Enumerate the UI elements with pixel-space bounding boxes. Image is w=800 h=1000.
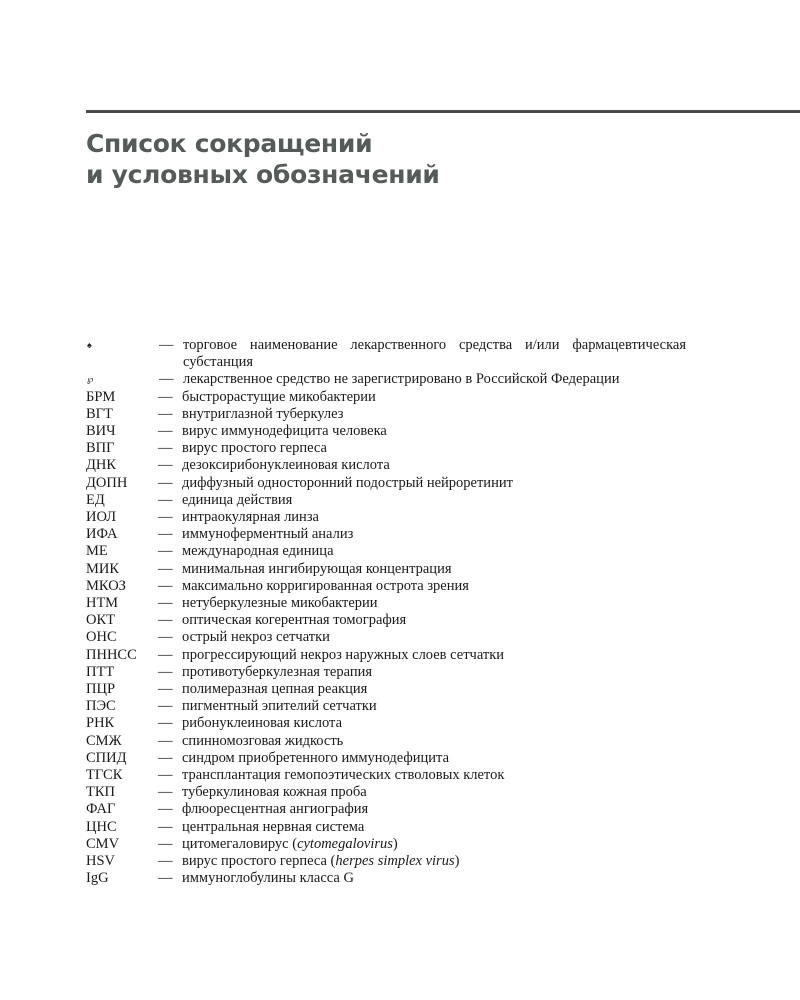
abbreviation-definition [182, 647, 686, 664]
abbreviation-row [86, 681, 686, 698]
abbreviation-definition-text: лекарственное средство не зарегистрировано в Российской Федерации [183, 371, 620, 388]
abbreviation-row [86, 492, 686, 509]
abbreviation-row [86, 870, 686, 887]
abbreviation-dash: — [158, 543, 173, 560]
abbreviation-definition [182, 423, 686, 440]
abbreviation-definition-text: иммуноглобулины класса G [182, 870, 354, 887]
abbreviation-row [86, 371, 686, 388]
abbreviation-dash: — [158, 629, 173, 646]
abbreviation-definition [182, 819, 686, 836]
abbreviation-row [86, 698, 686, 715]
abbreviation-definition [182, 440, 686, 457]
abbreviation-definition-text: вирус простого герпеса ( [182, 853, 336, 870]
abbreviation-definition-text: флюоресцентная ангиография [182, 801, 369, 818]
abbreviation-row [86, 543, 686, 560]
abbreviation-definition-text: трансплантация гемопоэтических стволовых клеток [182, 767, 505, 784]
abbreviation-definition-text: центральная нервная система [182, 818, 365, 835]
abbreviation-term: ДНК [86, 457, 117, 474]
abbreviation-definition [182, 543, 686, 560]
page-title-line-1: Список сокращений [86, 129, 373, 158]
abbreviation-definition [182, 750, 686, 767]
abbreviation-symbol: ℘ [87, 374, 94, 385]
abbreviation-row [86, 853, 686, 870]
abbreviation-dash: — [158, 405, 173, 422]
abbreviation-row [86, 715, 686, 732]
abbreviation-dash: — [158, 698, 173, 715]
abbreviation-definition [182, 767, 686, 784]
page-title [86, 128, 440, 190]
abbreviation-dash: — [158, 681, 173, 698]
abbreviation-definition-text: туберкулиновая кожная проба [182, 784, 367, 801]
abbreviation-definition-text: быстрорастущие микобактерии [182, 388, 376, 405]
abbreviation-definition-end: ) [454, 853, 460, 870]
abbreviation-definition-text: противотуберкулезная терапия [182, 663, 373, 680]
abbreviation-definition-text: международная единица [182, 543, 334, 560]
abbreviation-dash: — [158, 491, 173, 508]
abbreviation-definition [182, 526, 686, 543]
abbreviation-row [86, 819, 686, 836]
abbreviation-dash: — [158, 835, 173, 852]
abbreviation-row [86, 457, 686, 474]
abbreviation-definition-text: минимальная ингибирующая концентрация [182, 560, 452, 577]
abbreviation-dash: — [158, 715, 173, 732]
abbreviation-row [86, 389, 686, 406]
abbreviation-term: ФАГ [86, 801, 116, 818]
abbreviation-definition-text: единица действия [182, 491, 293, 508]
abbreviation-dash: — [159, 371, 174, 388]
abbreviation-term: НТМ [86, 595, 119, 612]
abbreviation-row [86, 595, 686, 612]
abbreviation-term: РНК [86, 715, 115, 732]
abbreviation-dash: — [158, 457, 173, 474]
abbreviation-definition [182, 561, 686, 578]
abbreviation-definition-end: ) [392, 835, 398, 852]
abbreviation-definition-text: диффузный односторонний подострый нейроретинит [182, 474, 513, 491]
abbreviation-definition-text: вирус иммунодефицита человека [182, 423, 387, 440]
abbreviation-term: ИОЛ [86, 509, 117, 526]
abbreviation-term: ПТТ [86, 663, 115, 680]
abbreviation-term: СПИД [86, 749, 127, 766]
abbreviation-definition-text: интраокулярная линза [182, 509, 319, 526]
abbreviation-definition [182, 578, 686, 595]
page-title-line-2: и условных обозначений [86, 160, 440, 189]
abbreviation-row [86, 801, 686, 818]
abbreviation-row [86, 475, 686, 492]
abbreviation-row [86, 526, 686, 543]
abbreviation-dash: — [159, 337, 174, 353]
abbreviation-definition [182, 457, 686, 474]
abbreviation-row [86, 629, 686, 646]
abbreviation-definition [182, 664, 686, 681]
abbreviation-row [86, 647, 686, 664]
abbreviation-term: ЕД [86, 491, 105, 508]
abbreviation-definition-text: полимеразная цепная реакция [182, 681, 368, 698]
abbreviation-definition-text: иммуноферментный анализ [182, 526, 354, 543]
abbreviation-term: ЦНС [86, 818, 117, 835]
abbreviation-dash: — [158, 853, 173, 870]
abbreviation-term: ИФА [86, 526, 118, 543]
abbreviation-definition-text: острый некроз сетчатки [182, 629, 330, 646]
abbreviation-definition-text: пигментный эпителий сетчатки [182, 698, 377, 715]
abbreviation-dash: — [158, 560, 173, 577]
abbreviation-term: ВИЧ [86, 423, 116, 440]
abbreviation-symbol: ♠ [87, 340, 92, 350]
abbreviation-row [86, 767, 686, 784]
abbreviation-term: МКОЗ [86, 577, 126, 594]
abbreviation-row [86, 509, 686, 526]
header-rule [86, 110, 800, 113]
abbreviation-definition [182, 509, 686, 526]
abbreviation-row [86, 733, 686, 750]
abbreviation-dash: — [158, 732, 173, 749]
abbreviation-term: ВГТ [86, 405, 113, 422]
abbreviation-dash: — [158, 767, 173, 784]
abbreviation-definition [182, 681, 686, 698]
abbreviation-definition-text: максимально корригированная острота зрения [182, 577, 469, 594]
abbreviation-dash: — [158, 509, 173, 526]
abbreviation-term: ПННСС [86, 646, 137, 663]
abbreviation-definition-text: прогрессирующий некроз наружных слоев сетчатки [182, 646, 505, 663]
abbreviation-row [86, 440, 686, 457]
abbreviation-definition [182, 389, 686, 406]
abbreviation-dash: — [158, 818, 173, 835]
abbreviation-definition [182, 698, 686, 715]
abbreviation-term: CMV [86, 835, 120, 852]
abbreviation-row [86, 561, 686, 578]
abbreviation-dash: — [158, 526, 173, 543]
abbreviation-term: СМЖ [86, 732, 122, 749]
abbreviation-definition-text: дезоксирибонуклеиновая кислота [182, 457, 390, 474]
abbreviation-term: МИК [86, 560, 120, 577]
abbreviation-dash: — [158, 423, 173, 440]
abbreviation-term: ВПГ [86, 440, 115, 457]
abbreviation-definition [182, 853, 686, 870]
abbreviation-definition [182, 612, 686, 629]
abbreviation-row [86, 612, 686, 629]
abbreviation-definition [182, 836, 686, 853]
abbreviation-dash: — [158, 663, 173, 680]
abbreviation-definition [182, 406, 686, 423]
abbreviation-definition [182, 475, 686, 492]
abbreviation-dash: — [158, 440, 173, 457]
abbreviation-dash: — [158, 577, 173, 594]
abbreviation-term: ДОПН [86, 474, 128, 491]
abbreviation-term: ОКТ [86, 612, 115, 629]
abbreviation-term: ПЭС [86, 698, 116, 715]
abbreviation-definition [182, 733, 686, 750]
abbreviation-definition [182, 595, 686, 612]
abbreviation-definition [182, 801, 686, 818]
abbreviation-definition-text: торговое наименование лекарственного средства и/или фармацевтическая субстанция [183, 337, 686, 371]
abbreviation-term: IgG [86, 870, 109, 887]
abbreviation-term: ТКП [86, 784, 115, 801]
abbreviation-row [86, 337, 686, 371]
abbreviation-term: ОНС [86, 629, 117, 646]
abbreviation-row [86, 578, 686, 595]
abbreviation-dash: — [158, 646, 173, 663]
abbreviation-definition [182, 629, 686, 646]
abbreviation-term: ТГСК [86, 767, 123, 784]
abbreviation-row [86, 836, 686, 853]
abbreviation-term: БРМ [86, 388, 116, 405]
abbreviation-definition [182, 715, 686, 732]
abbreviation-term: ПЦР [86, 681, 116, 698]
abbreviation-definition-text: рибонуклеиновая кислота [182, 715, 343, 732]
abbreviation-definition-latin: herpes simplex virus [335, 853, 455, 870]
abbreviation-dash: — [158, 595, 173, 612]
abbreviation-definition [182, 784, 686, 801]
abbreviation-list [86, 337, 686, 888]
abbreviation-definition [182, 492, 686, 509]
abbreviation-definition-text: внутриглазной туберкулез [182, 405, 344, 422]
abbreviation-row [86, 406, 686, 423]
abbreviation-dash: — [158, 388, 173, 405]
abbreviation-dash: — [158, 784, 173, 801]
abbreviation-row [86, 750, 686, 767]
abbreviation-row [86, 423, 686, 440]
abbreviation-term: МЕ [86, 543, 108, 560]
abbreviation-definition-latin: cytomegalovirus [297, 835, 393, 852]
abbreviation-term: HSV [86, 853, 116, 870]
abbreviation-dash: — [158, 801, 173, 818]
abbreviation-definition-text: вирус простого герпеса [182, 440, 327, 457]
abbreviation-dash: — [158, 474, 173, 491]
abbreviation-definition [183, 337, 686, 371]
abbreviation-definition-text: синдром приобретенного иммунодефицита [182, 749, 450, 766]
abbreviation-dash: — [158, 612, 173, 629]
abbreviation-definition-text: спинномозговая жидкость [182, 732, 344, 749]
abbreviation-definition [183, 371, 686, 388]
abbreviation-row [86, 784, 686, 801]
abbreviation-definition-text: нетуберкулезные микобактерии [182, 595, 378, 612]
abbreviation-row [86, 664, 686, 681]
abbreviation-definition [182, 870, 686, 887]
abbreviation-definition-text: цитомегаловирус ( [182, 835, 298, 852]
abbreviation-dash: — [158, 870, 173, 887]
abbreviation-dash: — [158, 749, 173, 766]
abbreviation-definition-text: оптическая когерентная томография [182, 612, 407, 629]
